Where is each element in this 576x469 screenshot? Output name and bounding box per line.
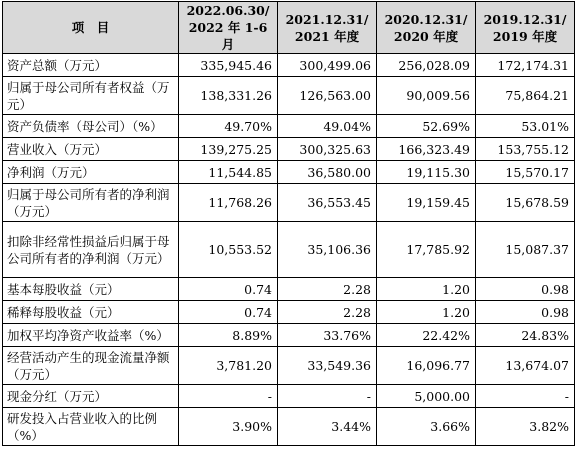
row-value-period-1: 8.89% [179,324,278,347]
table-row [3,77,575,115]
table-row [3,222,575,278]
table-row [3,347,575,385]
table-row [3,408,575,446]
table-row [3,278,575,301]
row-value-period-3: 22.42% [377,324,476,347]
row-value-period-4: - [476,385,575,408]
row-value-period-1: 0.74 [179,278,278,301]
header-period-1-date: 2022.06.30/ [186,3,270,18]
header-item: 项 目 [3,2,179,54]
row-value-period-2: 2.28 [278,278,377,301]
row-value-period-4: 172,174.31 [476,54,575,77]
row-value-period-1: - [179,385,278,408]
table-row [3,301,575,324]
header-row [3,2,575,54]
row-value-period-1: 139,275.25 [179,138,278,161]
header-period-4-label: 2019 年度 [492,28,558,44]
row-value-period-1: 11,544.85 [179,161,278,184]
row-value-period-3: 256,028.09 [377,54,476,77]
header-period-3-date: 2020.12.31/ [384,11,468,27]
row-value-period-4: 13,674.07 [476,347,575,385]
row-value-period-3: 5,000.00 [377,385,476,408]
header-period-2-label: 2021 年度 [294,28,360,44]
row-label: 资产负债率（母公司）（%） [3,115,179,138]
header-period-3-label: 2020 年度 [393,28,459,44]
row-value-period-4: 15,678.59 [476,184,575,222]
header-period-1-label: 2022 年 1-6 月 [188,20,268,52]
row-value-period-1: 335,945.46 [179,54,278,77]
row-value-period-4: 75,864.21 [476,77,575,115]
row-value-period-3: 52.69% [377,115,476,138]
table-row [3,161,575,184]
header-period-2-date: 2021.12.31/ [285,11,369,27]
row-value-period-3: 17,785.92 [377,222,476,278]
row-value-period-2: 36,580.00 [278,161,377,184]
row-value-period-4: 153,755.12 [476,138,575,161]
row-label: 基本每股收益（元） [3,278,179,301]
row-value-period-2: 33.76% [278,324,377,347]
row-value-period-2: 49.04% [278,115,377,138]
financial-summary-table [2,1,575,446]
row-value-period-3: 19,115.30 [377,161,476,184]
row-value-period-4: 0.98 [476,278,575,301]
row-value-period-4: 0.98 [476,301,575,324]
row-value-period-3: 1.20 [377,301,476,324]
row-label: 资产总额（万元） [3,54,179,77]
row-label: 加权平均净资产收益率（%） [3,324,179,347]
row-label: 归属于母公司所有者的净利润（万元） [3,184,179,222]
table-row [3,385,575,408]
row-label: 净利润（万元） [3,161,179,184]
header-period-4 [476,2,575,54]
row-value-period-2: 300,325.63 [278,138,377,161]
header-period-3 [377,2,476,54]
row-value-period-4: 53.01% [476,115,575,138]
header-period-2 [278,2,377,54]
table-row [3,184,575,222]
table-body [3,54,575,446]
row-value-period-1: 3,781.20 [179,347,278,385]
row-value-period-1: 3.90% [179,408,278,446]
row-label: 营业收入（万元） [3,138,179,161]
table-row [3,324,575,347]
header-period-1 [179,2,278,54]
row-value-period-2: 300,499.06 [278,54,377,77]
row-label: 归属于母公司所有者权益（万元） [3,77,179,115]
row-value-period-1: 11,768.26 [179,184,278,222]
table-row [3,54,575,77]
row-value-period-2: - [278,385,377,408]
table-row [3,138,575,161]
row-value-period-1: 138,331.26 [179,77,278,115]
row-value-period-4: 15,087.37 [476,222,575,278]
row-label: 研发投入占营业收入的比例（%） [3,408,179,446]
row-label: 稀释每股收益（元） [3,301,179,324]
row-value-period-3: 19,159.45 [377,184,476,222]
row-value-period-2: 3.44% [278,408,377,446]
row-label: 经营活动产生的现金流量净额（万元） [3,347,179,385]
row-value-period-1: 49.70% [179,115,278,138]
table-row [3,115,575,138]
row-value-period-3: 16,096.77 [377,347,476,385]
row-value-period-4: 15,570.17 [476,161,575,184]
row-label: 扣除非经常性损益后归属于母公司所有者的净利润（万元） [3,222,179,278]
row-value-period-2: 36,553.45 [278,184,377,222]
row-value-period-4: 3.82% [476,408,575,446]
row-value-period-3: 90,009.56 [377,77,476,115]
table-header [3,2,575,54]
row-value-period-1: 10,553.52 [179,222,278,278]
row-value-period-2: 35,106.36 [278,222,377,278]
row-value-period-3: 166,323.49 [377,138,476,161]
row-value-period-2: 126,563.00 [278,77,377,115]
row-value-period-3: 3.66% [377,408,476,446]
row-value-period-3: 1.20 [377,278,476,301]
header-period-4-date: 2019.12.31/ [483,11,567,27]
row-label: 现金分红（万元） [3,385,179,408]
row-value-period-2: 2.28 [278,301,377,324]
row-value-period-2: 33,549.36 [278,347,377,385]
row-value-period-4: 24.83% [476,324,575,347]
row-value-period-1: 0.74 [179,301,278,324]
